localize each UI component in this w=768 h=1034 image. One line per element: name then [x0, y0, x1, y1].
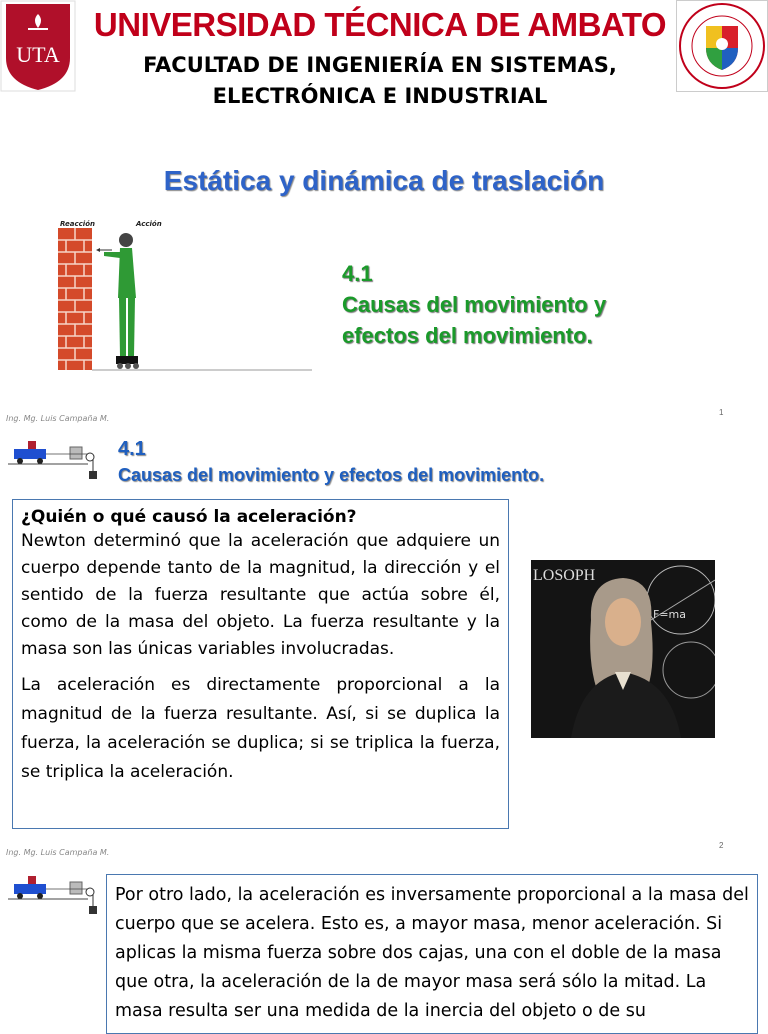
footer-author-2: Ing. Mg. Luis Campaña M.: [6, 848, 110, 857]
brick-wall: [58, 228, 92, 370]
inverse-mass-text-box: [106, 874, 758, 1034]
faculty-line-2: ELECTRÓNICA E INDUSTRIAL: [212, 84, 548, 108]
reaction-label: Reacción: [60, 220, 96, 228]
university-title: UNIVERSIDAD TÉCNICA DE AMBATO: [93, 6, 667, 43]
skater-figure: [104, 233, 139, 369]
section-heading-slide2: [118, 436, 758, 488]
paragraph-1: Newton determinó que la aceleración que adquiere un cuerpo depende tanto de la magnitud, la dirección y el sentido de la fuerza resultante que actúa sobre él, como de la masa del objeto. La fuerza resultante y la masa son las únicas variables involucradas.: [21, 531, 500, 659]
section-line-1: Causas del movimiento y: [342, 292, 607, 317]
portrait-text: LOSOPH: [533, 567, 596, 584]
action-reaction-figure: [56, 218, 314, 374]
section-heading-slide1: [342, 258, 762, 351]
slide-title: Estática y dinámica de traslación: [163, 165, 605, 196]
paragraph-2: La aceleración es directamente proporcional a la magnitud de la fuerza resultante. Así, si se duplica la fuerza, la aceleración se duplica; si se triplica la fuerza, se triplica la aceleración.: [21, 675, 500, 782]
newton-portrait: [531, 560, 715, 738]
paragraph-3: Por otro lado, la aceleración es inversamente proporcional a la masa del cuerpo que se acelera. Esto es, a mayor masa, menor aceleración. Si aplicas la misma fuerza sobre dos cajas, una con el doble de la masa que otra, la aceleración de la de mayor masa será sólo la mitad. La masa resulta ser una medida de la inercia del objeto o de su: [115, 885, 749, 1021]
uta-logo: [0, 0, 76, 92]
action-label: Acción: [136, 220, 162, 228]
section-number-2: 4.1: [118, 438, 146, 460]
faculty-line-1: FACULTAD DE INGENIERÍA EN SISTEMAS,: [143, 53, 617, 77]
faculty-seal-logo: [676, 0, 768, 92]
uta-logo-text: UTA: [16, 42, 60, 67]
section-title-2: Causas del movimiento y efectos del movimiento.: [118, 465, 545, 485]
portrait-formula: F=ma: [653, 608, 686, 621]
cart-pulley-icon: [8, 437, 100, 483]
question-heading: ¿Quién o qué causó la aceleración?: [21, 507, 357, 527]
footer-author-1: Ing. Mg. Luis Campaña M.: [6, 414, 110, 423]
cart-pulley-icon-2: [8, 872, 100, 918]
page-number-2: 2: [719, 841, 724, 850]
section-line-2: efectos del movimiento.: [342, 323, 593, 348]
section-number: 4.1: [342, 261, 373, 286]
page-number-1: 1: [719, 408, 724, 417]
newton-text-box: [12, 499, 509, 829]
faculty-title: [80, 50, 680, 112]
